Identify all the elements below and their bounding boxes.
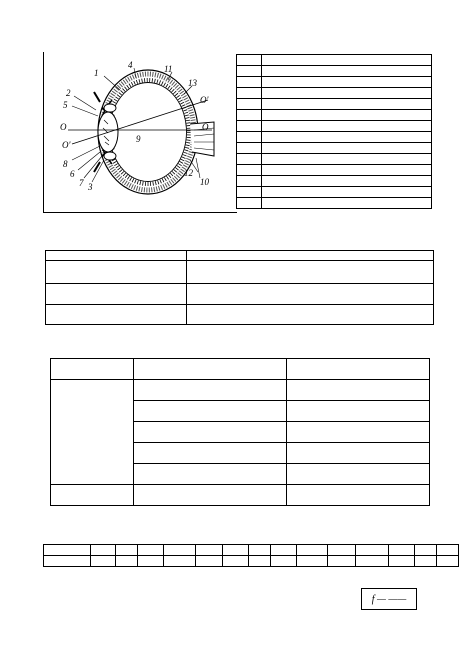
label-table-row (237, 99, 432, 110)
label-11: 11 (164, 64, 173, 74)
label-answer-cell[interactable] (262, 165, 432, 176)
label-table-row (237, 110, 432, 121)
label-answer-cell[interactable] (262, 77, 432, 88)
label-table-row (237, 66, 432, 77)
table-cell[interactable] (187, 251, 434, 261)
strip-cell[interactable] (116, 556, 138, 567)
strip-cell[interactable] (249, 556, 271, 567)
label-answer-cell[interactable] (262, 187, 432, 198)
strip-cell[interactable] (195, 556, 223, 567)
label-o-left-prime: O' (62, 140, 71, 150)
label-number-cell[interactable] (237, 121, 262, 132)
label-table-row (237, 154, 432, 165)
label-table-row (237, 77, 432, 88)
label-number-cell[interactable] (237, 88, 262, 99)
strip-cell[interactable] (223, 545, 249, 556)
strip-cell[interactable] (164, 545, 195, 556)
strip-cell[interactable] (389, 556, 415, 567)
strip-row (44, 556, 459, 567)
label-table-row (237, 198, 432, 209)
label-8: 8 (63, 159, 68, 169)
label-5: 5 (63, 100, 68, 110)
label-9: 9 (136, 134, 141, 144)
table-cell[interactable] (134, 443, 287, 464)
strip-cell[interactable] (90, 545, 116, 556)
label-answer-cell[interactable] (262, 143, 432, 154)
strip-cell[interactable] (138, 545, 164, 556)
label-4: 4 (128, 60, 133, 70)
table-cell[interactable] (287, 359, 430, 380)
label-number-cell[interactable] (237, 110, 262, 121)
label-number-cell[interactable] (237, 143, 262, 154)
table-cell[interactable] (46, 305, 187, 325)
strip-cell[interactable] (164, 556, 195, 567)
table-cell[interactable] (51, 359, 134, 380)
table-cell[interactable] (51, 485, 134, 506)
strip-cell[interactable] (195, 545, 223, 556)
label-table-row (237, 55, 432, 66)
label-number-cell[interactable] (237, 165, 262, 176)
label-1: 1 (94, 68, 99, 78)
table-cell[interactable] (287, 401, 430, 422)
label-answer-cell[interactable] (262, 55, 432, 66)
strip-cell[interactable] (328, 556, 356, 567)
strip-cell[interactable] (328, 545, 356, 556)
label-o-right: O (202, 122, 209, 132)
strip-cell[interactable] (270, 545, 296, 556)
table-cell[interactable] (287, 380, 430, 401)
label-answer-cell[interactable] (262, 88, 432, 99)
strip-cell[interactable] (355, 545, 388, 556)
strip-cell[interactable] (296, 556, 327, 567)
label-answer-cell[interactable] (262, 154, 432, 165)
signature-box (361, 588, 417, 610)
label-answer-cell[interactable] (262, 99, 432, 110)
strip-cell[interactable] (249, 545, 271, 556)
strip-cell[interactable] (270, 556, 296, 567)
eye-anatomy-diagram (44, 52, 236, 212)
strip-cell[interactable] (389, 545, 415, 556)
label-7: 7 (79, 178, 84, 188)
label-13: 13 (188, 78, 197, 88)
label-table-row (237, 176, 432, 187)
label-answer-cell[interactable] (262, 132, 432, 143)
label-6: 6 (70, 169, 75, 179)
label-2: 2 (66, 88, 71, 98)
label-answer-cell[interactable] (262, 176, 432, 187)
label-table-row (237, 88, 432, 99)
strip-cell[interactable] (414, 545, 436, 556)
label-o-left: O (60, 122, 67, 132)
table-cell[interactable] (287, 485, 430, 506)
answer-strip-table (43, 544, 459, 567)
label-number-cell[interactable] (237, 176, 262, 187)
table-cell[interactable] (187, 261, 434, 284)
table-cell[interactable] (134, 422, 287, 443)
strip-cell[interactable] (414, 556, 436, 567)
table-cell[interactable] (46, 261, 187, 284)
table-cell[interactable] (134, 485, 287, 506)
strip-cell[interactable] (90, 556, 116, 567)
label-o-right-prime: O' (200, 95, 209, 105)
label-table-row (237, 143, 432, 154)
strip-cell[interactable] (223, 556, 249, 567)
label-table-row (237, 187, 432, 198)
strip-cell[interactable] (44, 556, 91, 567)
label-answer-cell[interactable] (262, 66, 432, 77)
table-cell[interactable] (287, 443, 430, 464)
table-cell[interactable] (287, 422, 430, 443)
label-table-row (237, 132, 432, 143)
label-number-cell[interactable] (237, 55, 262, 66)
label-answer-cell[interactable] (262, 198, 432, 209)
strip-cell[interactable] (296, 545, 327, 556)
strip-cell[interactable] (44, 545, 91, 556)
label-table-row (237, 165, 432, 176)
label-10: 10 (200, 177, 209, 187)
label-number-cell[interactable] (237, 99, 262, 110)
strip-row (44, 545, 459, 556)
table-cell[interactable] (134, 401, 287, 422)
label-number-cell[interactable] (237, 154, 262, 165)
label-3: 3 (88, 182, 93, 192)
strip-cell[interactable] (436, 545, 458, 556)
table-cell[interactable] (46, 284, 187, 305)
grouped-table (50, 358, 430, 506)
signature-text: f — —— (371, 593, 407, 605)
table-cell-merged[interactable] (51, 380, 134, 485)
label-number-cell[interactable] (237, 198, 262, 209)
two-column-table (45, 250, 434, 325)
strip-cell[interactable] (355, 556, 388, 567)
table-cell[interactable] (187, 305, 434, 325)
label-number-cell[interactable] (237, 66, 262, 77)
strip-cell[interactable] (138, 556, 164, 567)
label-table-row (237, 121, 432, 132)
table-cell[interactable] (187, 284, 434, 305)
table-cell[interactable] (134, 380, 287, 401)
label-12: 12 (184, 168, 193, 178)
label-number-cell[interactable] (237, 77, 262, 88)
table-cell[interactable] (287, 464, 430, 485)
table-cell[interactable] (46, 251, 187, 261)
strip-cell[interactable] (436, 556, 458, 567)
strip-cell[interactable] (116, 545, 138, 556)
label-number-cell[interactable] (237, 132, 262, 143)
label-answer-cell[interactable] (262, 110, 432, 121)
table-cell[interactable] (134, 464, 287, 485)
label-answer-cell[interactable] (262, 121, 432, 132)
label-number-cell[interactable] (237, 187, 262, 198)
table-cell[interactable] (134, 359, 287, 380)
label-answer-table (236, 54, 432, 209)
